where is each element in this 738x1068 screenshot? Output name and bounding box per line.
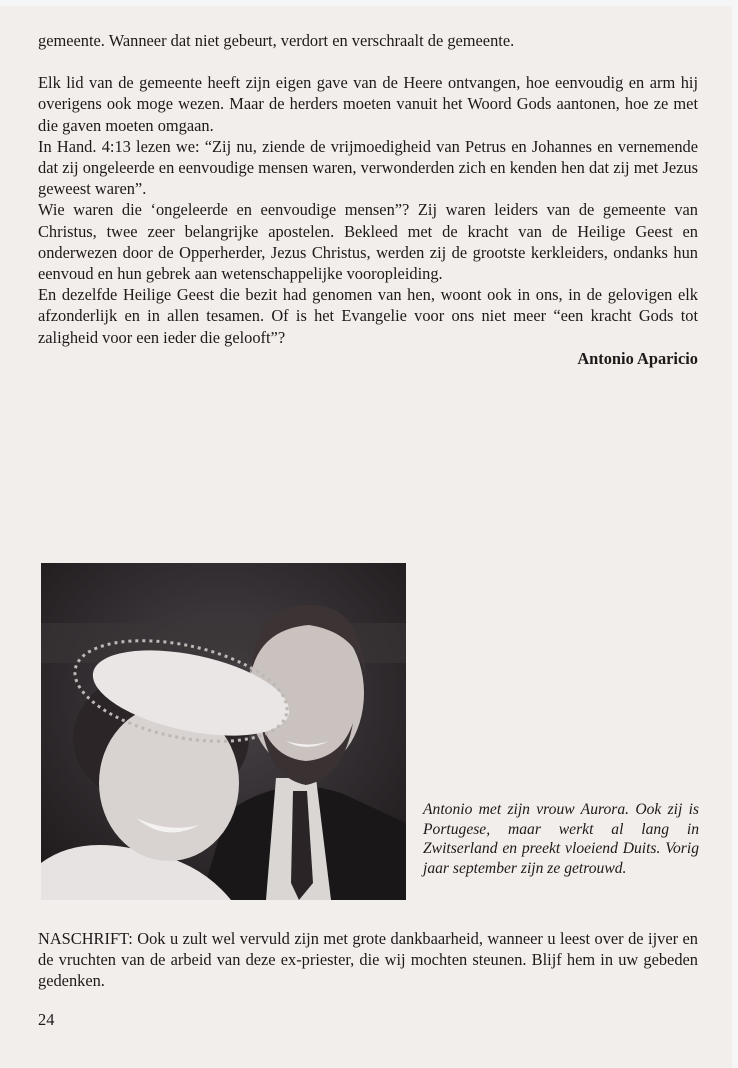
page-number: 24 xyxy=(38,1010,55,1029)
paragraph-gap xyxy=(38,51,698,72)
photo-caption: Antonio met zijn vrouw Aurora. Ook zij is Portugese, maar werkt al lang in Zwitserland en preekt vloeiend Duits. Vorig jaar september zijn ze getrouwd. xyxy=(423,801,699,877)
postscript xyxy=(38,928,698,992)
author-signature: Antonio Aparicio xyxy=(577,348,698,368)
page-top-edge xyxy=(0,0,738,6)
photo-illustration xyxy=(41,563,406,900)
article-body xyxy=(38,30,698,370)
paragraph-5: En dezelfde Heilige Geest die bezit had genomen van hen, woont ook in ons, in de gelovigen elk afzonderlijk en in allen tesamen. Of is het Evangelie voor ons niet meer “een kracht Gods tot zaligheid voor een ieder die gelooft”? xyxy=(38,285,698,347)
couple-photo xyxy=(41,563,406,900)
page-right-edge xyxy=(732,0,738,1068)
paragraph-2: Elk lid van de gemeente heeft zijn eigen gave van de Heere ontvangen, hoe eenvoudig en arm hij overigens ook moge wezen. Maar de herders moeten vanuit het Woord Gods aantonen, hoe ze met die gaven moeten omgaan. xyxy=(38,73,698,135)
paragraph-3: In Hand. 4:13 lezen we: “Zij nu, ziende de vrijmoedigheid van Petrus en Johannes en vernemende dat zij ongeleerde en eenvoudige mensen waren, verwonderden zich en kenden hen dat zij met Jezus geweest waren”. xyxy=(38,136,698,199)
postscript-text: NASCHRIFT: Ook u zult wel vervuld zijn met grote dankbaarheid, wanneer u leest over de ijver en de vruchten van de arbeid van deze ex-priester, die wij mochten steunen. Blijf hem in uw gebeden gedenken. xyxy=(38,929,698,991)
paragraph-1: gemeente. Wanneer dat niet gebeurt, verdort en verschraalt de gemeente. xyxy=(38,31,515,50)
paragraph-4: Wie waren die ‘ongeleerde en eenvoudige mensen”? Zij waren leiders van de gemeente van Christus, twee zeer belangrijke apostelen. Bekleed met de kracht van de Heilige Geest en onderwezen door de Opperherder, Jezus Christus, werden zij de grootste kerkleiders, ondanks hun eenvoud en hun gebrek aan wetenschappelijke vooropleiding. xyxy=(38,200,698,284)
